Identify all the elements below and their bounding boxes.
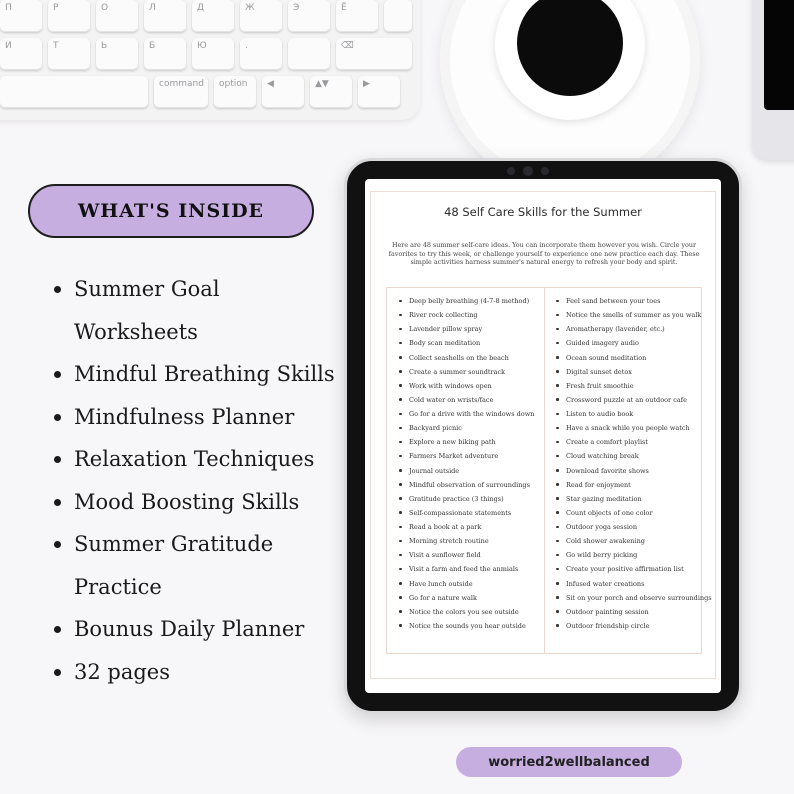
skill-item: Visit a farm and feed the anmials (398, 562, 540, 576)
document-title: 48 Self Care Skills for the Summer (444, 205, 642, 219)
feature-item: Mood Boosting Skills (50, 481, 350, 524)
skill-item: Notice the smells of summer as you walk (555, 308, 701, 322)
skill-item: Go for a nature walk (398, 591, 540, 605)
skills-column-right (555, 294, 712, 633)
skill-item: Explore a new biking path (398, 435, 540, 449)
keyboard-row-3 (0, 76, 400, 108)
key: Э (288, 0, 330, 32)
skill-item: Feel sand between your toes (555, 294, 701, 308)
key: Ж (240, 0, 282, 32)
key: Р (48, 0, 90, 32)
column-divider (544, 288, 545, 653)
skill-item: Count objects of one color (555, 506, 701, 520)
key: ⌫ (336, 38, 412, 70)
phone (752, 0, 794, 160)
feature-item: Relaxation Techniques (50, 438, 350, 481)
skill-item: Go for a drive with the windows down (398, 407, 540, 421)
skill-item: Fresh fruit smoothie (555, 379, 701, 393)
skill-item: Create your positive affirmation list (555, 562, 701, 576)
tablet (344, 158, 742, 714)
skill-item: Cold shower awakening (555, 534, 701, 548)
key: П (0, 0, 42, 32)
skill-item: Gratitude practice (3 things) (398, 492, 540, 506)
feature-item: Mindfulness Planner (50, 396, 350, 439)
document-intro: Here are 48 summer self-care ideas. You can incorporate them however you wish. Circle your favorites to try this week, or challenge yourself to experience one new practice each day. These simple activities harness summer's natural energy to refresh your body and spirit. (388, 241, 700, 267)
skill-item: Farmers Market adventure (398, 449, 540, 463)
skill-item: Read for enjoyment (555, 478, 701, 492)
skill-item: Morning stretch routine (398, 534, 540, 548)
skill-item: Mindful observation of surroundings (398, 478, 540, 492)
skill-item: Read a book at a park (398, 520, 540, 534)
feature-item: Mindful Breathing Skills (50, 353, 350, 396)
feature-list (50, 268, 350, 693)
skill-item: Have a snack while you people watch (555, 421, 701, 435)
skill-item: Ocean sound meditation (555, 351, 701, 365)
key: Б (144, 38, 186, 70)
key (384, 0, 412, 32)
phone-screen (764, 0, 794, 110)
key: Ь (96, 38, 138, 70)
feature-item: 32 pages (50, 651, 350, 694)
skill-item: Infused water creations (555, 577, 701, 591)
skill-item: Crossword puzzle at an outdoor cafe (555, 393, 701, 407)
sensor-dot (541, 167, 549, 175)
skill-item: Self-compassionate statements (398, 506, 540, 520)
key (288, 38, 330, 70)
brand-pill: worried2wellbalanced (456, 747, 682, 777)
key: . (240, 38, 282, 70)
skill-item: Star gazing meditation (555, 492, 701, 506)
feature-item: Bounus Daily Planner (50, 608, 350, 651)
key: ▶ (358, 76, 400, 108)
skill-item: Outdoor yoga session (555, 520, 701, 534)
skill-item: Body scan meditation (398, 336, 540, 350)
skill-item: Cold water on wrists/face (398, 393, 540, 407)
key: Ё (336, 0, 378, 32)
skill-item: Outdoor painting session (555, 605, 701, 619)
camera-dot (507, 167, 515, 175)
key (0, 76, 148, 108)
key: И (0, 38, 42, 70)
keyboard-row-1 (0, 0, 412, 32)
key: Д (192, 0, 234, 32)
key: command (154, 76, 208, 108)
skill-item: Lavender pillow spray (398, 322, 540, 336)
skill-item: Journal outside (398, 464, 540, 478)
keyboard-row-2 (0, 38, 412, 70)
key: ◀ (262, 76, 304, 108)
skills-column-left (398, 294, 540, 633)
skill-item: Visit a sunflower field (398, 548, 540, 562)
feature-item: Summer Gratitude Practice (50, 523, 350, 608)
skill-item: Outdoor friendship circle (555, 619, 701, 633)
feature-item: Summer Goal Worksheets (50, 268, 350, 353)
key: ▲▼ (310, 76, 352, 108)
skill-item: Guided imagery audio (555, 336, 701, 350)
skill-item: Notice the sounds you hear outside (398, 619, 540, 633)
camera-icon (523, 166, 533, 176)
skill-item: Go wild berry picking (555, 548, 701, 562)
key: Л (144, 0, 186, 32)
skill-item: Collect seashells on the beach (398, 351, 540, 365)
skill-item: Backyard picnic (398, 421, 540, 435)
tablet-screen (365, 179, 721, 693)
skill-item: Work with windows open (398, 379, 540, 393)
skill-item: Cloud watching break (555, 449, 701, 463)
skills-table (386, 287, 712, 654)
skill-item: Create a summer soundtrack (398, 365, 540, 379)
key: option (214, 76, 256, 108)
skill-item: Notice the colors you see outside (398, 605, 540, 619)
key: О (96, 0, 138, 32)
skill-item: Listen to audio book (555, 407, 701, 421)
skill-item: Have lunch outside (398, 577, 540, 591)
skill-item: Aromatherapy (lavender, etc.) (555, 322, 701, 336)
keyboard (0, 0, 420, 120)
skill-item: River rock collecting (398, 308, 540, 322)
whats-inside-badge: WHAT'S INSIDE (28, 184, 314, 238)
key: Т (48, 38, 90, 70)
skill-item: Deep belly breathing (4-7-8 method) (398, 294, 540, 308)
skill-item: Download favorite shows (555, 464, 701, 478)
key: Ю (192, 38, 234, 70)
skill-item: Create a comfort playlist (555, 435, 701, 449)
skill-item: Sit on your porch and observe surroundings (555, 591, 701, 605)
skill-item: Digital sunset detox (555, 365, 701, 379)
